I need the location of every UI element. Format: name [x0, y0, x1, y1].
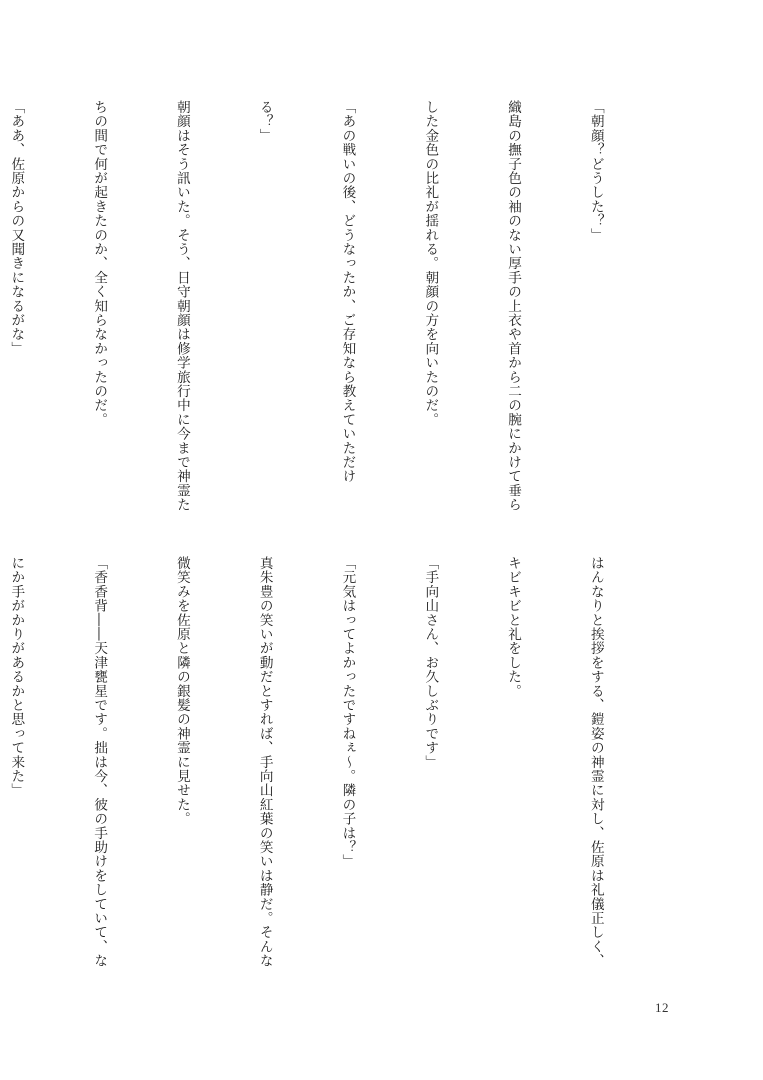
text-line: した金色の比礼が揺れる。朝顔の方を向いたのだ。	[422, 100, 439, 427]
text-line: 「元気はってよかったですねぇ～。隣の子は？」	[339, 556, 356, 869]
text-line: る？」	[256, 100, 273, 143]
text-line: ちの間で何が起きたのか、全く知らなかったのだ。	[91, 100, 108, 427]
text-line: 朝顔はそう訊いた。そう、日守朝顔は修学旅行中に今まで神霊た	[173, 100, 190, 512]
text-line: 「あの戦いの後、どうなったか、ご存知なら教えていただけ	[339, 100, 356, 484]
text-line: キビキビと礼をした。	[505, 556, 522, 698]
text-line: 「朝顔？どうした？」	[587, 100, 604, 242]
text-line: 「香香背――天津甕星です。拙は今、彼の手助けをしていて、な	[91, 556, 108, 968]
text-line: 「手向山さん、お久しぶりです」	[422, 556, 439, 769]
text-block-bottom	[0, 556, 664, 976]
text-line: 真朱豊の笑いが動だとすれば、手向山紅葉の笑いは静だ。そんな	[256, 556, 273, 968]
text-line: 微笑みを佐原と隣の銀髪の神霊に見せた。	[173, 556, 190, 826]
text-block-top	[0, 100, 664, 520]
text-line: にか手がかりがあるかと思って来た」	[8, 556, 25, 798]
text-line: 織島の撫子色の袖のない厚手の上衣や首から二の腕にかけて垂ら	[505, 100, 522, 512]
text-line: はんなりと挨拶をする、鎧姿の神霊に対し、佐原は礼儀正しく、	[587, 556, 604, 968]
page-number: 12	[655, 1000, 669, 1015]
text-line: 「ああ、佐原からの又聞きになるがな」	[8, 100, 25, 356]
